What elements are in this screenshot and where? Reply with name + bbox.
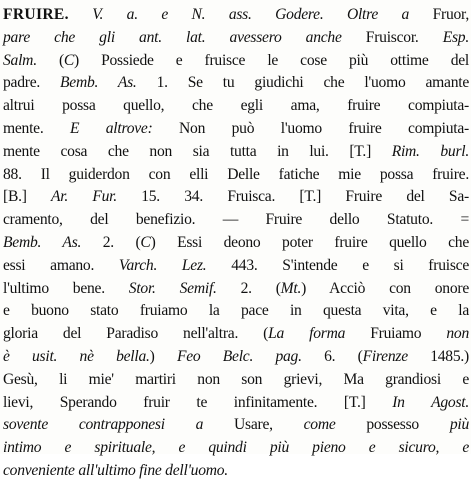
dictionary-entry-fruire [3,4,469,483]
entry-line [3,72,469,95]
entry-line [3,4,469,27]
entry-text-run: come [303,416,336,434]
entry-text-run: l'ultimo bene. [3,279,129,297]
entry-line [3,460,469,483]
entry-text-run: Usare, [203,416,304,434]
entry-text-run: Fruiamo [345,325,447,343]
entry-text-run: La forma [268,325,346,343]
entry-text-run: 2. ( [216,279,281,297]
entry-text-run: [B.] [3,188,51,206]
entry-text-run: Fruiscor. [341,28,443,46]
entry-text-run: Rim. burl. [391,142,470,160]
entry-text-run: C [63,51,75,69]
entry-text-run: V. a. e N. ass. Godere. Oltre a [92,6,410,23]
entry-text-run: 15. 34. Fruisca. [T.] Fruire del Sa- [116,188,469,206]
entry-text-run: Fruor, [409,6,470,23]
entry-line [3,209,469,232]
entry-text-run: 1485.) [407,347,469,365]
entry-text-run: sovente contrapponesi a [3,416,204,434]
entry-text-run: ) Acciò con onore [301,279,470,297]
entry-text-run: 88. Il guiderdon con elli Delle fatiche mie possa fruire. [3,165,469,183]
entry-text-run: più [449,416,469,434]
entry-text-run: Ar. Fur. [51,188,117,206]
entry-text-run: gloria del Paradiso nell'altra. ( [3,325,269,343]
entry-text-run: essi amano. [3,256,119,274]
entry-text-run: Non può l'uomo fruire compiuta- [152,119,469,137]
entry-text-run: Mt. [280,279,302,297]
entry-text-run: ) [149,347,177,365]
entry-text-run: è usit. nè bella. [3,347,150,365]
entry-text-run: intimo e spirituale, e quindi più pieno e sicuro, e [3,439,469,457]
entry-line [3,392,469,415]
entry-text-run: pare che gli ant. lat. avessero anche [3,28,342,46]
entry-text-run: 443. S'intende e si fruisce [206,256,469,274]
entry-line [3,346,469,369]
entry-text-run: e buono stato fruiamo la pace in questa vita, e la [3,302,469,320]
entry-text-run: Feo Belc. pag. [176,347,302,365]
entry-line [3,50,469,73]
entry-text-run: Bemb. As. [60,74,137,92]
entry-text-run: 2. ( [81,233,141,251]
entry-line [3,27,469,50]
entry-text-run: altrui possa quello, che egli ama, fruire compiuta- [3,97,469,115]
entry-text-run: ( [36,51,64,69]
entry-line [3,300,469,323]
entry-text-run: In Agost. [392,393,469,411]
entry-text-run: 6. ( [301,347,363,365]
entry-text-run: Varch. Lez. [118,256,207,274]
entry-text-run: Esp. [442,28,469,46]
entry-text-run: ) Essi deono poter fruire quello che [150,233,469,251]
entry-text-run: C [140,233,151,251]
entry-line [3,437,469,460]
entry-text-run: cramento, del benefizio. — Fruire dello Statuto. = [3,211,469,229]
entry-text-run: 1. Se tu giudichi che l'uomo amante [136,74,469,92]
entry-text-run: Firenze [362,347,408,365]
entry-line [3,141,469,164]
entry-text-run: possesso [335,416,450,434]
entry-line [3,95,469,118]
entry-text-run: conveniente all'ultimo fine dell'uomo. [3,461,228,479]
entry-line [3,186,469,209]
entry-text-run: lievi, Sperando fruir te infinitamente. [T.] [3,393,393,411]
entry-text-run: E altrove: [70,119,153,137]
entry-text-run [69,6,93,23]
entry-text-run: non [446,325,470,343]
entry-text-run: ) Possiede e fruisce le cose più ottime del [74,51,469,69]
entry-text-run: Bemb. As. [3,233,82,251]
entry-line [3,414,469,437]
entry-line [3,278,469,301]
entry-text-run: Gesù, li mie' martiri non son grievi, Ma grandiosi e [3,370,469,388]
entry-line [3,118,469,141]
entry-line [3,232,469,255]
entry-text-run: Salm. [3,51,37,69]
entry-line [3,323,469,346]
entry-text-run: padre. [3,74,60,92]
entry-line [3,255,469,278]
entry-line [3,369,469,392]
entry-text-run: mente cosa che non sia tutta in lui. [T.] [3,142,392,160]
entry-text-run: mente. [3,119,70,137]
entry-line [3,164,469,187]
headword: FRUIRE. [3,6,69,23]
entry-text-run: Stor. Semif. [128,279,217,297]
